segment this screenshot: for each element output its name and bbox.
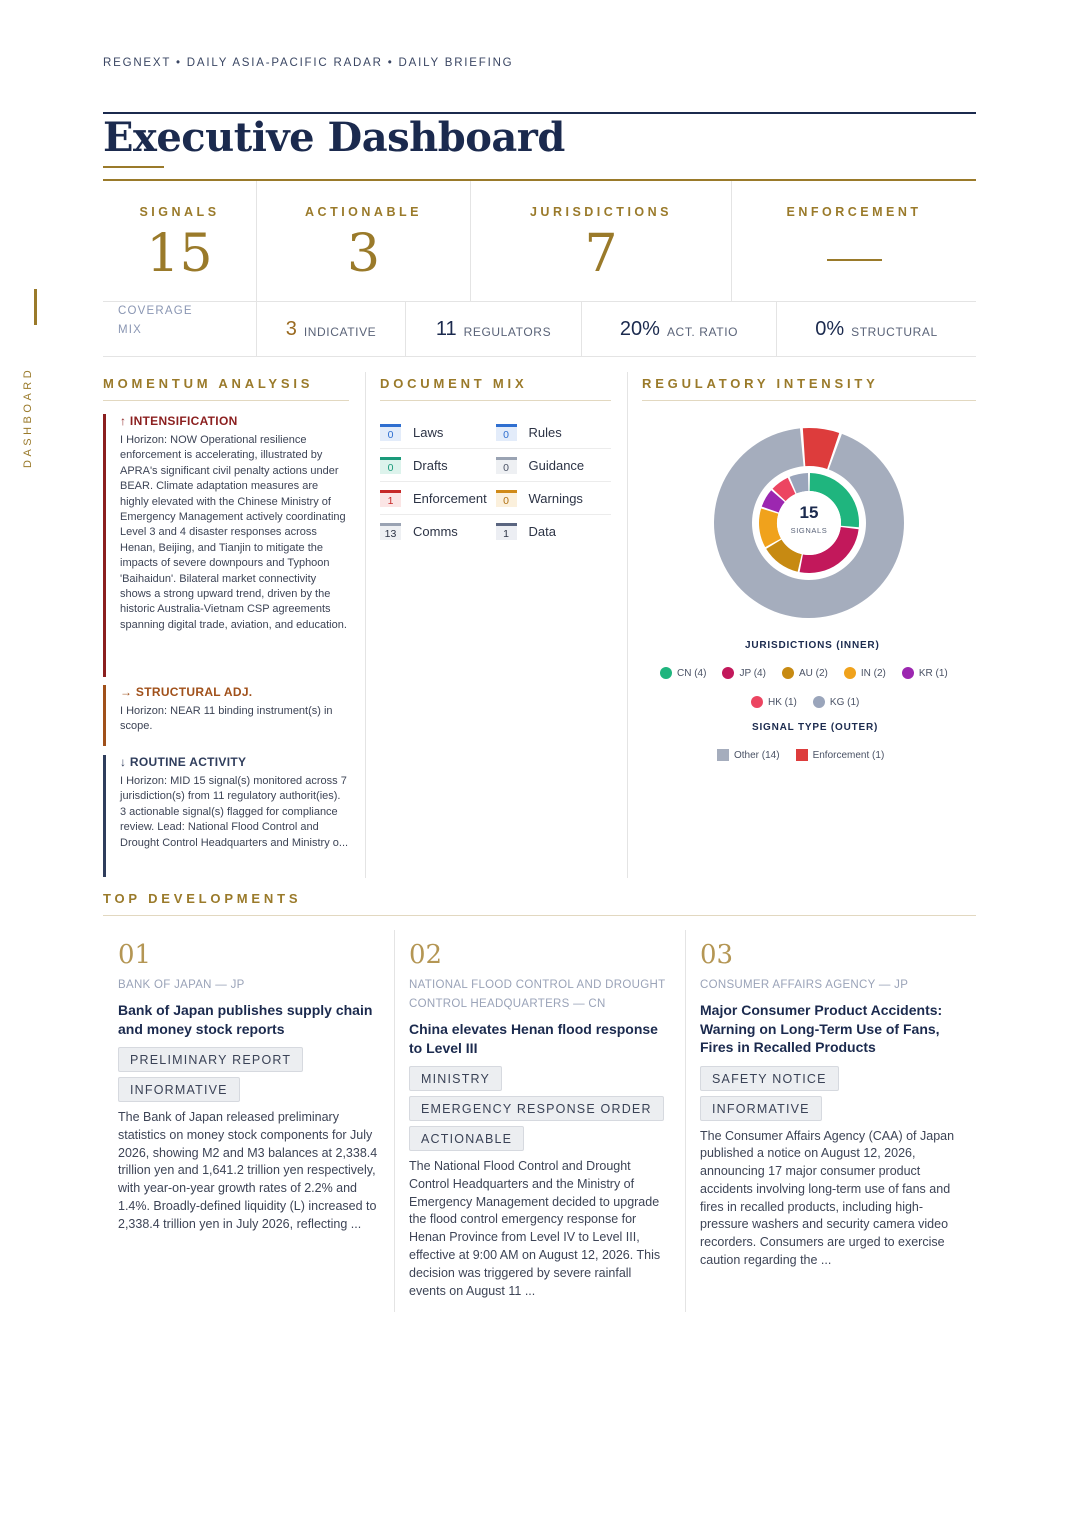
doc-count-badge: 0 bbox=[496, 424, 517, 441]
doc-row bbox=[380, 515, 611, 548]
doc-count-badge: 0 bbox=[380, 424, 401, 441]
development-summary: The Consumer Affairs Agency (CAA) of Japan published a notice on August 12, 2026, announcing 17 major consumer product accidents involving long-term use of fans and fires in recalled products, including high-pressure washers and security camera video recorders. Consumers are urged to exercise caution regarding the ... bbox=[700, 1128, 955, 1268]
legend-label: KG (1) bbox=[829, 696, 860, 708]
coverage-text: INDICATIVE bbox=[303, 324, 377, 339]
doc-label: Enforcement bbox=[413, 490, 487, 506]
column-divider bbox=[685, 930, 686, 1312]
development-summary: The National Flood Control and Drought Control Headquarters and the Ministry of Emergency Management decided to upgrade the flood control emergency response for Henan Province from Level IV to Level III, effective at 9:00 AM on August 12, 2026. This decision was triggered by severe rainfall events on August 11 ... bbox=[409, 1159, 661, 1298]
momentum-structural bbox=[103, 685, 349, 746]
coverage-text: ACT. RATIO bbox=[666, 324, 739, 339]
coverage-text: REGULATORS bbox=[463, 324, 552, 339]
tag-badge: PRELIMINARY REPORT bbox=[118, 1047, 303, 1072]
momentum-title: ↓ ROUTINE ACTIVITY bbox=[120, 755, 247, 769]
doc-label: Drafts bbox=[413, 457, 448, 473]
development-source: NATIONAL FLOOD CONTROL AND DROUGHT CONTROL HEADQUARTERS — CN bbox=[409, 979, 666, 1010]
tag-badge: INFORMATIVE bbox=[118, 1077, 240, 1102]
coverage-number: 3 bbox=[285, 317, 297, 340]
coverage-act-ratio bbox=[582, 302, 777, 356]
coverage-label bbox=[103, 302, 257, 356]
kpi-value: 7 bbox=[584, 224, 618, 284]
development-title[interactable]: Major Consumer Product Accidents: Warning on Long-Term Use of Fans, Fires in Recalled Products bbox=[700, 1002, 943, 1055]
legend-swatch bbox=[902, 667, 914, 679]
coverage-number: 0% bbox=[815, 317, 845, 340]
momentum-text: I Horizon: NOW Operational resilience enforcement is accelerating, illustrated by APRA's significant civil penalty actions under BEAR. Climate adaptation measures are highly elevated with the Chinese Ministry of Emergency Management actively coordinating Level 3 and 4 disaster responses across Henan, Beijing, and Tianjin to mitigate the impacts of severe downpours and Typhoon 'Baihaidun'. Bilateral market connectivity shows a strong upward trend, driven by the historic Australia-Vietnam CSP agreements spanning digital trade, aviation, and education. bbox=[120, 434, 347, 631]
donut-center-label: SIGNALS bbox=[790, 526, 828, 535]
title-underline bbox=[103, 166, 164, 168]
doc-count-badge: 1 bbox=[496, 523, 517, 540]
inner-legend-title: JURISDICTIONS (INNER) bbox=[745, 640, 880, 651]
coverage-number: 20% bbox=[619, 317, 660, 340]
legend-label: AU (2) bbox=[798, 667, 828, 679]
legend-label: CN (4) bbox=[677, 667, 707, 679]
legend-item-kg bbox=[813, 696, 859, 708]
momentum-heading: MOMENTUM ANALYSIS bbox=[103, 376, 349, 401]
doc-mix-heading: DOCUMENT MIX bbox=[380, 376, 611, 401]
legend-item-hk bbox=[751, 696, 797, 708]
legend-label: Other (14) bbox=[734, 749, 780, 761]
kpi-label: JURISDICTIONS bbox=[529, 205, 673, 219]
kpi-signals bbox=[103, 181, 257, 301]
doc-label: Warnings bbox=[528, 490, 583, 506]
doc-label: Laws bbox=[413, 424, 444, 440]
doc-count-badge: 0 bbox=[496, 457, 517, 474]
column-divider bbox=[394, 930, 395, 1312]
doc-item-laws bbox=[380, 416, 496, 448]
breadcrumb: REGNEXT • DAILY ASIA-PACIFIC RADAR • DAILY BRIEFING bbox=[103, 57, 514, 69]
kpi-enforcement bbox=[732, 181, 976, 301]
doc-count-badge: 0 bbox=[496, 490, 517, 507]
legend-label: IN (2) bbox=[860, 667, 886, 679]
development-source: CONSUMER AFFAIRS AGENCY — JP bbox=[700, 979, 909, 991]
kpi-jurisdictions bbox=[471, 181, 732, 301]
doc-item-warnings bbox=[496, 482, 612, 514]
momentum-routine bbox=[103, 755, 349, 877]
momentum-title: → STRUCTURAL ADJ. bbox=[120, 685, 253, 699]
legend-item-kr bbox=[902, 667, 948, 679]
column-divider bbox=[627, 372, 628, 878]
legend-item-cn bbox=[660, 667, 706, 679]
momentum-title: ↑ INTENSIFICATION bbox=[120, 414, 238, 428]
coverage-indicative bbox=[257, 302, 406, 356]
development-card-1 bbox=[118, 940, 380, 1234]
legend-label: JP (4) bbox=[739, 667, 766, 679]
kpi-row bbox=[103, 181, 976, 302]
development-number: 02 bbox=[409, 940, 443, 970]
tag-badge: SAFETY NOTICE bbox=[700, 1066, 839, 1091]
legend-swatch bbox=[751, 696, 763, 708]
legend-swatch bbox=[796, 749, 808, 761]
legend-item-jp bbox=[722, 667, 766, 679]
doc-count-badge: 0 bbox=[380, 457, 401, 474]
development-source: BANK OF JAPAN — JP bbox=[118, 979, 245, 991]
kpi-label: ENFORCEMENT bbox=[786, 205, 922, 219]
inner-legend-row bbox=[751, 696, 875, 708]
intensity-heading: REGULATORY INTENSITY bbox=[642, 376, 976, 401]
kpi-actionable bbox=[257, 181, 471, 301]
doc-item-data bbox=[496, 515, 612, 548]
outer-legend-title: SIGNAL TYPE (OUTER) bbox=[752, 722, 879, 733]
legend-item-other bbox=[717, 749, 780, 761]
doc-item-guidance bbox=[496, 449, 612, 481]
intensity-donut-chart bbox=[713, 427, 905, 619]
kpi-label: ACTIONABLE bbox=[305, 205, 422, 219]
development-title[interactable]: China elevates Henan flood response to Level III bbox=[409, 1021, 658, 1056]
development-tags bbox=[700, 1066, 962, 1126]
legend-item-enforcement bbox=[796, 749, 885, 761]
doc-count-badge: 13 bbox=[380, 523, 401, 540]
doc-label: Comms bbox=[413, 524, 458, 539]
development-tags bbox=[409, 1066, 671, 1156]
development-card-2 bbox=[409, 940, 671, 1300]
tag-badge: ACTIONABLE bbox=[409, 1126, 524, 1151]
coverage-number: 11 bbox=[435, 317, 457, 340]
inner-legend-row bbox=[660, 667, 964, 679]
doc-item-comms bbox=[380, 515, 496, 548]
kpi-label: SIGNALS bbox=[139, 205, 220, 219]
kpi-value: 3 bbox=[346, 224, 381, 284]
outer-legend-row bbox=[717, 749, 900, 761]
legend-swatch bbox=[813, 696, 825, 708]
doc-row bbox=[380, 416, 611, 449]
legend-item-au bbox=[782, 667, 828, 679]
doc-item-rules bbox=[496, 416, 612, 448]
side-section-tag: DASHBOARD bbox=[22, 366, 34, 468]
legend-item-in bbox=[844, 667, 886, 679]
coverage-mix-row bbox=[103, 302, 976, 357]
legend-label: KR (1) bbox=[918, 667, 948, 679]
development-number: 03 bbox=[700, 940, 734, 970]
legend-swatch bbox=[717, 749, 729, 761]
development-title[interactable]: Bank of Japan publishes supply chain and money stock reports bbox=[118, 1002, 373, 1037]
development-summary: The Bank of Japan released preliminary statistics on money stock components for July 2026, showing M2 and M3 balances at 2,338.4 trillion yen and 1,641.2 trillion yen respectively, with year-on-year growth rates of 2.2% and 1.4%. Broadly-defined liquidity (L) increased to 2,338.4 trillion yen in July 2026, reflecting ... bbox=[118, 1110, 378, 1231]
doc-item-drafts bbox=[380, 449, 496, 481]
tag-badge: INFORMATIVE bbox=[700, 1096, 822, 1121]
doc-count-badge: 1 bbox=[380, 490, 401, 507]
development-card-3 bbox=[700, 940, 962, 1270]
legend-swatch bbox=[844, 667, 856, 679]
legend-label: HK (1) bbox=[768, 696, 797, 708]
doc-row bbox=[380, 482, 611, 515]
donut-svg bbox=[713, 427, 905, 619]
tag-badge: MINISTRY bbox=[409, 1066, 502, 1091]
doc-label: Rules bbox=[528, 424, 562, 440]
donut-center-value: 15 bbox=[799, 503, 819, 522]
legend-swatch bbox=[722, 667, 734, 679]
side-accent-bar bbox=[34, 289, 37, 325]
kpi-value: 15 bbox=[146, 224, 213, 284]
momentum-intensification bbox=[103, 414, 349, 677]
development-tags bbox=[118, 1047, 380, 1107]
donut-center bbox=[777, 491, 841, 555]
top-developments-heading: TOP DEVELOPMENTS bbox=[103, 891, 976, 916]
coverage-label-line: MIX bbox=[118, 324, 143, 336]
development-number: 01 bbox=[118, 940, 152, 970]
doc-row bbox=[380, 449, 611, 482]
coverage-text: STRUCTURAL bbox=[851, 324, 938, 339]
doc-label: Data bbox=[528, 524, 556, 539]
legend-swatch bbox=[660, 667, 672, 679]
page-title: Executive Dashboard bbox=[103, 114, 565, 161]
document-mix-grid bbox=[380, 416, 611, 548]
doc-label: Guidance bbox=[528, 457, 585, 473]
coverage-regulators bbox=[406, 302, 582, 356]
column-divider bbox=[365, 372, 366, 878]
tag-badge: EMERGENCY RESPONSE ORDER bbox=[409, 1096, 664, 1121]
legend-label: Enforcement (1) bbox=[812, 749, 885, 761]
doc-item-enforcement bbox=[380, 482, 496, 514]
momentum-text: I Horizon: NEAR 11 binding instrument(s) in scope. bbox=[120, 705, 333, 733]
legend-swatch bbox=[782, 667, 794, 679]
momentum-text: I Horizon: MID 15 signal(s) monitored across 7 jurisdiction(s) from 11 regulatory authorit(ies). 3 actionable signal(s) flagged for compliance review. Lead: National Flood Control and Drought Control Headquarters and Ministry o... bbox=[120, 775, 349, 849]
kpi-empty-dash bbox=[827, 259, 882, 261]
coverage-label-line: COVERAGE bbox=[118, 305, 193, 317]
coverage-structural bbox=[777, 302, 976, 356]
